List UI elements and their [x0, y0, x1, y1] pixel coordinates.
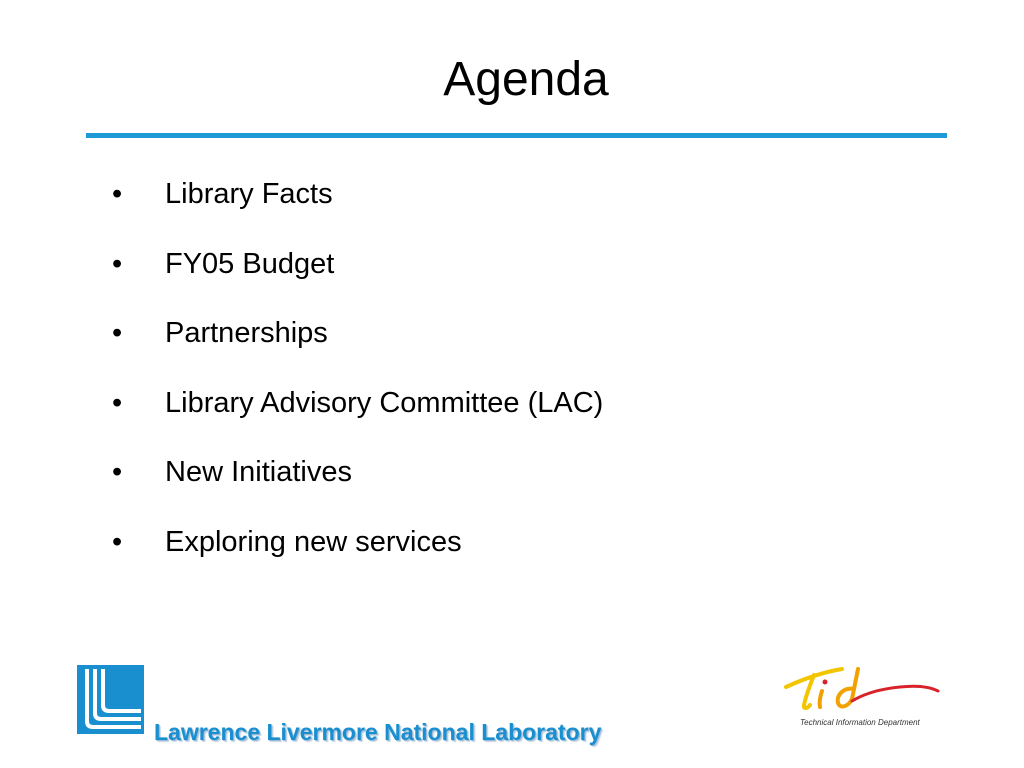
slide-title: Agenda: [443, 53, 609, 106]
agenda-item-label: Exploring new services: [165, 526, 462, 558]
agenda-item-label: FY05 Budget: [165, 248, 335, 280]
bullet-icon: •: [112, 456, 123, 488]
bullet-icon: •: [112, 387, 123, 419]
bullet-icon: •: [112, 178, 123, 210]
agenda-item-label: Library Facts: [165, 178, 333, 210]
lab-name: Lawrence Livermore National Laboratory: [154, 719, 602, 745]
tid-logo-icon: [782, 665, 942, 713]
bullet-icon: •: [112, 317, 123, 349]
bullet-icon: •: [112, 526, 123, 558]
llnl-logo-icon: [77, 665, 144, 734]
agenda-item-label: Partnerships: [165, 317, 328, 349]
agenda-item-label: New Initiatives: [165, 456, 352, 488]
bullet-icon: •: [112, 248, 123, 280]
tid-caption: Technical Information Department: [800, 718, 920, 727]
agenda-item-label: Library Advisory Committee (LAC): [165, 387, 604, 419]
title-divider: [86, 133, 947, 138]
